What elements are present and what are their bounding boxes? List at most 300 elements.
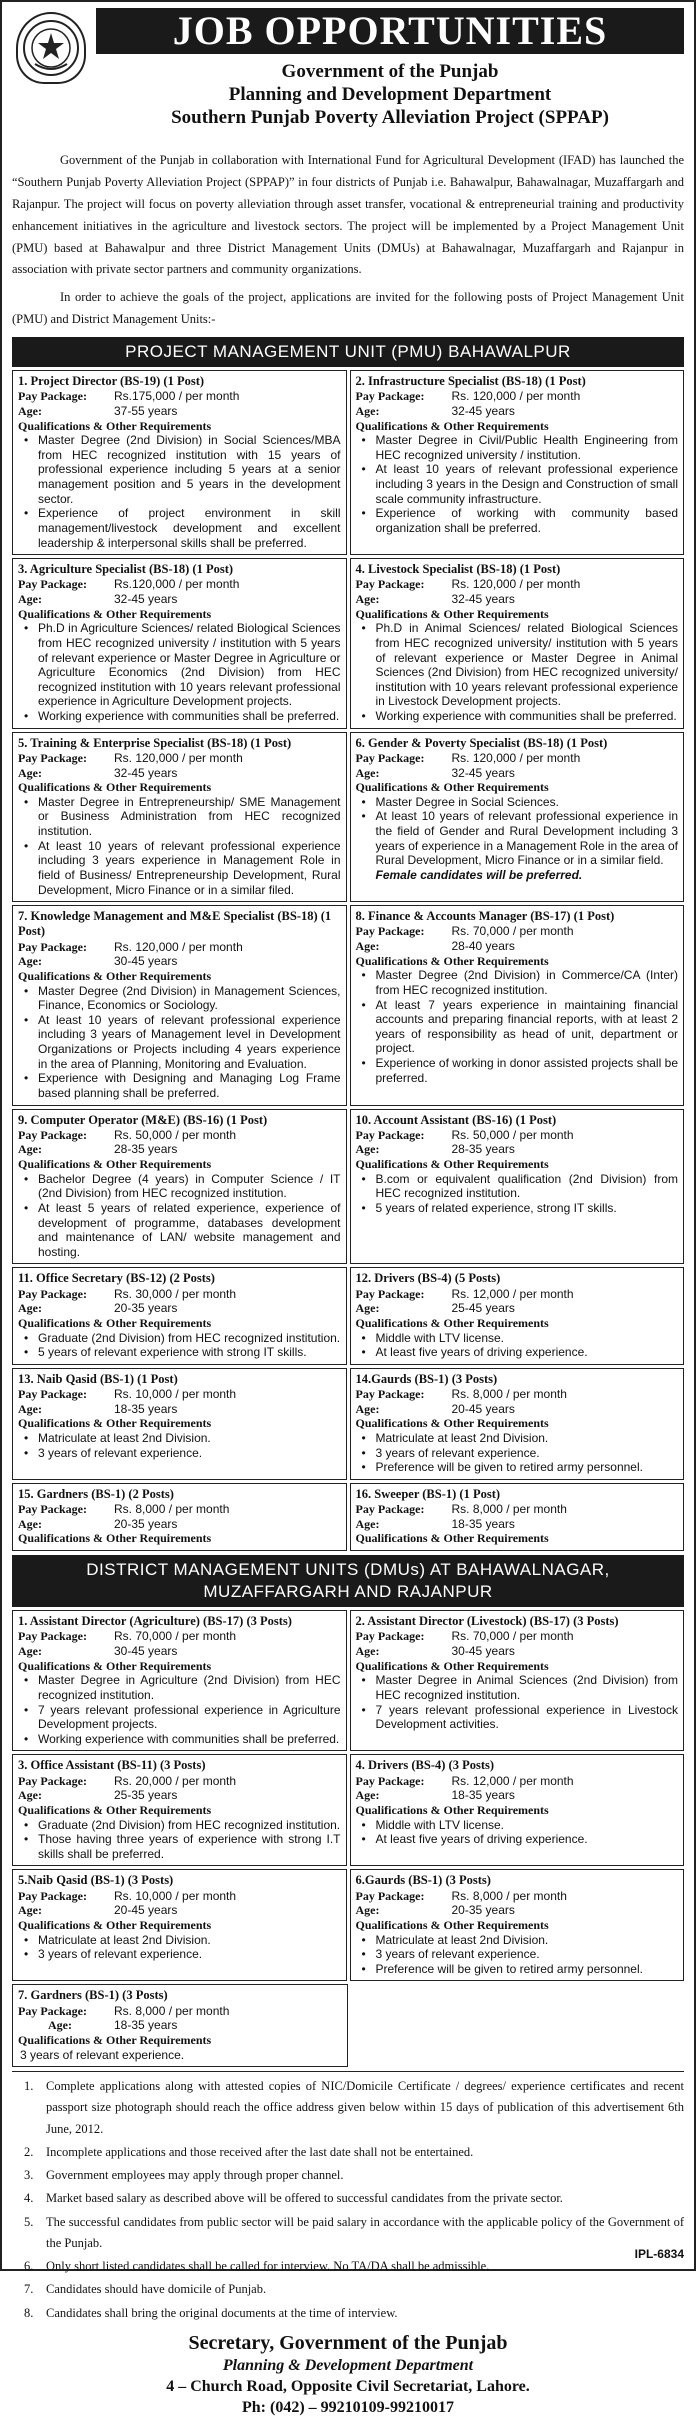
qualifications-heading: Qualifications & Other Requirements (356, 780, 679, 795)
intro (12, 150, 684, 331)
pay-value: Rs.120,000 / per month (114, 577, 239, 592)
requirements-list (356, 621, 679, 723)
requirement-item: • At least 5 years of related experience, experience of development of programme, databases development and maintenance of LAN/ website management and hosting. (18, 1201, 341, 1260)
age-value: 18-35 years (114, 1402, 177, 1417)
dmu-section-title: DISTRICT MANAGEMENT UNITS (DMUs) AT BAHAWALNAGAR, MUZAFFARGARH AND RAJANPUR (12, 1555, 684, 1607)
age-row (356, 1644, 679, 1659)
header (12, 8, 684, 148)
post-title: 11. Office Secretary (BS-12) (2 Posts) (18, 1271, 341, 1286)
post-title: 3. Agriculture Specialist (BS-18) (1 Post) (18, 562, 341, 577)
instruction-item (12, 2303, 684, 2324)
footer-phone: Ph: (042) – 99210109-99210017 (12, 2398, 684, 2418)
instruction-text: Government employees may apply through proper channel. (46, 2168, 343, 2182)
instruction-text: Candidates should have domicile of Punjab. (46, 2282, 266, 2296)
post-card (350, 1754, 685, 1866)
age-label: Age: (356, 404, 452, 419)
post-card (350, 1869, 685, 1981)
post-card (350, 1610, 685, 1751)
requirements-list (18, 433, 341, 550)
age-value: 20-45 years (452, 1402, 515, 1417)
post-card (350, 732, 685, 903)
post-title: 5.Naib Qasid (BS-1) (3 Posts) (18, 1873, 341, 1888)
age-value: 30-45 years (114, 1644, 177, 1659)
punjab-government-logo-icon (16, 12, 86, 84)
pay-row (356, 1128, 679, 1143)
pay-value: Rs. 50,000 / per month (114, 1128, 236, 1143)
age-label: Age: (356, 1301, 452, 1316)
requirement-item: • Ph.D in Agriculture Sciences/ related Biological Sciences from HEC recognized university / institution with 5 years of relevant experience or Master Degree in Agriculture or Agriculture Economics (2nd Division) from HEC recognized institution with 10 years relevant professional experience in Agriculture Development projects. (18, 621, 341, 709)
requirement-item: • Master Degree in Civil/Public Health Engineering from HEC recognized university / institution. (356, 433, 679, 462)
instructions (12, 2071, 684, 2324)
requirements-list (18, 1331, 341, 1360)
qualifications-heading: Qualifications & Other Requirements (18, 607, 341, 622)
post-card (12, 1267, 347, 1364)
pay-value: Rs. 120,000 / per month (114, 751, 243, 766)
requirements-list (356, 1431, 679, 1475)
pay-row (18, 1629, 341, 1644)
requirements-list (18, 984, 341, 1101)
qualifications-heading: Qualifications & Other Requirements (18, 1416, 341, 1431)
qualifications-heading: Qualifications & Other Requirements (18, 780, 341, 795)
pay-value: Rs. 12,000 / per month (452, 1287, 574, 1302)
age-label: Age: (356, 766, 452, 781)
age-value: 25-35 years (114, 1788, 177, 1803)
post-title: 7. Gardners (BS-1) (3 Posts) (18, 1988, 342, 2003)
qualifications-heading: Qualifications & Other Requirements (356, 1918, 679, 1933)
post-card (12, 1368, 347, 1480)
post-card (12, 558, 347, 729)
age-label: Age: (18, 1402, 114, 1417)
requirement-item: • Master Degree in Agriculture (2nd Division) from HEC recognized institution. (18, 1673, 341, 1702)
requirement-item: • At least five years of driving experience. (356, 1345, 679, 1360)
requirements-list (18, 1933, 341, 1962)
requirements-list (18, 1172, 341, 1260)
age-label: Age: (18, 1301, 114, 1316)
post-card (350, 1483, 685, 1551)
requirements-list (356, 1933, 679, 1977)
post-title: 4. Livestock Specialist (BS-18) (1 Post) (356, 562, 679, 577)
age-value: 32-45 years (452, 766, 515, 781)
qualifications-heading: Qualifications & Other Requirements (356, 419, 679, 434)
pay-label: Pay Package: (18, 1128, 114, 1143)
post-title: 1. Project Director (BS-19) (1 Post) (18, 374, 341, 389)
pay-row (18, 1128, 341, 1143)
pay-label: Pay Package: (18, 1502, 114, 1517)
requirement-item: • 5 years of related experience, strong IT skills. (356, 1201, 679, 1216)
pay-value: Rs. 8,000 / per month (114, 1502, 229, 1517)
age-label: Age: (18, 954, 114, 969)
instruction-text: The successful candidates from public sector will be paid salary in accordance with the applicable policy of the Government of the Punjab. (46, 2215, 684, 2250)
age-value: 32-45 years (452, 592, 515, 607)
pay-label: Pay Package: (18, 1629, 114, 1644)
instruction-item (12, 2279, 684, 2300)
age-row (18, 1788, 341, 1803)
pay-label: Pay Package: (18, 577, 114, 592)
instruction-item (12, 2212, 684, 2255)
pay-value: Rs. 120,000 / per month (452, 751, 581, 766)
instruction-text: Only short listed candidates shall be called for interview. No TA/DA shall be admissible. (46, 2259, 489, 2273)
pay-label: Pay Package: (356, 577, 452, 592)
pay-label: Pay Package: (356, 1889, 452, 1904)
instruction-number: 1. (24, 2076, 33, 2097)
pay-row (18, 1387, 341, 1402)
qualifications-heading: Qualifications & Other Requirements (18, 1803, 341, 1818)
pay-value: Rs. 8,000 / per month (452, 1387, 567, 1402)
requirement-item: • Working experience with communities shall be preferred. (356, 709, 679, 724)
pay-value: Rs. 8,000 / per month (452, 1502, 567, 1517)
age-label: Age: (18, 1644, 114, 1659)
age-row (356, 1788, 679, 1803)
requirement-item: • At least 10 years of relevant professional experience including 3 years experience in Management Role in field of Business/ Entrepreneurship Development, Rural Development, Micro Finance or in a similar filed. (18, 839, 341, 898)
pay-row (356, 1774, 679, 1789)
requirement-item: • Ph.D in Animal Sciences/ related Biological Sciences from HEC recognized university/ institution with 5 years of relevant experience or Master Degree in Animal Sciences (2nd Division) from HEC recognized university/ institution with 10 years relevant professional experience in Livestock Development projects. (356, 621, 679, 709)
age-value: 32-45 years (452, 404, 515, 419)
age-row (356, 1517, 679, 1532)
pay-row (356, 751, 679, 766)
pay-label: Pay Package: (18, 1287, 114, 1302)
age-value: 20-35 years (452, 1903, 515, 1918)
instructions-list (12, 2076, 684, 2324)
age-value: 32-45 years (114, 592, 177, 607)
requirement-item: • Master Degree in Entrepreneurship/ SME Management or Business Administration from HEC recognized institution. (18, 795, 341, 839)
age-row (18, 1644, 341, 1659)
post-title: 10. Account Assistant (BS-16) (1 Post) (356, 1113, 679, 1128)
pay-row (18, 1502, 341, 1517)
requirement-item: • 7 years relevant professional experience in Livestock Development activities. (356, 1703, 679, 1732)
pay-row (18, 389, 341, 404)
age-value: 25-45 years (452, 1301, 515, 1316)
age-label: Age: (18, 592, 114, 607)
instruction-number: 7. (24, 2279, 33, 2300)
pay-label: Pay Package: (356, 751, 452, 766)
post-title: 5. Training & Enterprise Specialist (BS-18) (1 Post) (18, 736, 341, 751)
qualifications-heading: Qualifications & Other Requirements (18, 2033, 342, 2048)
pay-label: Pay Package: (356, 1502, 452, 1517)
qualifications-heading: Qualifications & Other Requirements (356, 1659, 679, 1674)
pay-row (356, 924, 679, 939)
pay-label: Pay Package: (356, 1629, 452, 1644)
age-label: Age: (356, 1788, 452, 1803)
pay-value: Rs. 120,000 / per month (452, 389, 581, 404)
age-value: 28-35 years (452, 1142, 515, 1157)
post-title: 4. Drivers (BS-4) (3 Posts) (356, 1758, 679, 1773)
requirements-list (356, 433, 679, 535)
page-title: JOB OPPORTUNITIES (96, 8, 684, 54)
instruction-number: 6. (24, 2256, 33, 2277)
pay-row (18, 1889, 341, 1904)
instruction-item (12, 2165, 684, 2186)
age-value: 28-35 years (114, 1142, 177, 1157)
age-label: Age: (18, 766, 114, 781)
pay-label: Pay Package: (18, 751, 114, 766)
requirements-list (356, 1331, 679, 1360)
preference-note: Female candidates will be preferred. (356, 868, 679, 883)
qualifications-heading: Qualifications & Other Requirements (356, 1531, 679, 1546)
post-title: 7. Knowledge Management and M&E Specialist (BS-18) (1 Post) (18, 909, 341, 940)
requirement-item: • Master Degree (2nd Division) in Social Sciences/MBA from HEC recognized institution with 15 years of professional experience including 5 years at a senior management position and 5 years in the development sector. (18, 433, 341, 506)
requirement-item: • Those having three years of experience with strong I.T skills shall be preferred. (18, 1832, 341, 1861)
post-card (12, 1610, 347, 1751)
post-card (350, 1109, 685, 1265)
age-label: Age: (18, 1517, 114, 1532)
pay-row (18, 1774, 341, 1789)
requirement-item: • Matriculate at least 2nd Division. (356, 1431, 679, 1446)
requirement-item: • Working experience with communities shall be preferred. (18, 1732, 341, 1747)
age-row (356, 1903, 679, 1918)
post-title: 2. Infrastructure Specialist (BS-18) (1 Post) (356, 374, 679, 389)
pay-row (18, 577, 341, 592)
instruction-number: 3. (24, 2165, 33, 2186)
age-label: Age: (356, 592, 452, 607)
pay-label: Pay Package: (18, 1774, 114, 1789)
footer-department: Planning & Development Department (12, 2356, 684, 2377)
instruction-text: Incomplete applications and those received after the last date shall not be entertained. (46, 2145, 473, 2159)
requirement-item: • Matriculate at least 2nd Division. (18, 1431, 341, 1446)
requirement-item: • At least 10 years of relevant professional experience in the field of Gender and Rural Development including 3 years of experience in a Management Role in the area of Rural Development, Micro Finance or in a similar field. (356, 809, 679, 868)
pay-row (356, 1502, 679, 1517)
post-title: 12. Drivers (BS-4) (5 Posts) (356, 1271, 679, 1286)
requirements-list (356, 1673, 679, 1732)
pay-row (356, 1287, 679, 1302)
age-value: 18-35 years (452, 1788, 515, 1803)
pay-label: Pay Package: (356, 1774, 452, 1789)
pay-row (356, 1889, 679, 1904)
instruction-item (12, 2188, 684, 2209)
age-label: Age: (18, 1142, 114, 1157)
requirement-item: • Experience of working in donor assisted projects shall be preferred. (356, 1056, 679, 1085)
requirement-item: • Master Degree (2nd Division) in Management Sciences, Finance, Economics or Sociology. (18, 984, 341, 1013)
qualifications-heading: Qualifications & Other Requirements (18, 1918, 341, 1933)
pay-row (18, 1287, 341, 1302)
qualifications-heading: Qualifications & Other Requirements (18, 1659, 341, 1674)
instruction-item (12, 2076, 684, 2140)
age-label: Age: (18, 2018, 114, 2033)
post-card (12, 1109, 347, 1265)
requirement-item: • Master Degree in Animal Sciences (2nd Division) from HEC recognized institution. (356, 1673, 679, 1702)
pay-value: Rs. 12,000 / per month (452, 1774, 574, 1789)
pay-value: Rs.175,000 / per month (114, 389, 239, 404)
qualifications-heading: Qualifications & Other Requirements (356, 954, 679, 969)
age-value: 28-40 years (452, 939, 515, 954)
post-title: 6. Gender & Poverty Specialist (BS-18) (1 Post) (356, 736, 679, 751)
instruction-text: Market based salary as described above will be offered to successful candidates from the private sector. (46, 2191, 563, 2205)
intro-paragraph-1: Government of the Punjab in collaboration with International Fund for Agricultural Development (IFAD) has launched the “Southern Punjab Poverty Alleviation Project (SPPAP)” in four districts of Punjab i.e. Bahawalpur, Bahawalnagar, Muzaffargarh and Rajanpur. The project will focus on poverty alleviation through asset transfer, vocational & entrepreneurial training and productivity enhancement initiatives in the agriculture and livestock sectors. The project will be implemented by a Project Management Unit (PMU) based at Bahawalpur and three District Management Units (DMUs) at Bahawalnagar, Muzaffargarh and Rajanpur in association with private sector partners and community organizations. (12, 150, 684, 281)
age-row (356, 404, 679, 419)
org-line-department: Planning and Development Department (96, 83, 684, 106)
qualifications-heading: Qualifications & Other Requirements (18, 1316, 341, 1331)
qualifications-heading: Qualifications & Other Requirements (18, 419, 341, 434)
age-row (356, 1402, 679, 1417)
requirement-item: • Matriculate at least 2nd Division. (356, 1933, 679, 1948)
pay-value: Rs. 8,000 / per month (114, 2004, 229, 2019)
age-value: 37-55 years (114, 404, 177, 419)
pay-value: Rs. 10,000 / per month (114, 1387, 236, 1402)
instruction-text: Candidates shall bring the original documents at the time of interview. (46, 2306, 398, 2320)
requirement-item: • Bachelor Degree (4 years) in Computer Science / IT (2nd Division) from HEC recognized institution. (18, 1172, 341, 1201)
requirement-item: • Graduate (2nd Division) from HEC recognized institution. (18, 1331, 341, 1346)
age-row (356, 1142, 679, 1157)
post-card (350, 1267, 685, 1364)
requirement-item: • Preference will be given to retired army personnel. (356, 1460, 679, 1475)
requirement-item: • At least 10 years of relevant professional experience including 3 years in the Design and Construction of small scale community infrastructure. (356, 462, 679, 506)
qualifications-heading: Qualifications & Other Requirements (356, 1157, 679, 1172)
age-row (18, 1402, 341, 1417)
age-row (18, 954, 341, 969)
pay-label: Pay Package: (18, 1387, 114, 1402)
requirements-list (18, 795, 341, 897)
post-card (12, 732, 347, 903)
age-label: Age: (18, 1788, 114, 1803)
qualifications-heading: Qualifications & Other Requirements (356, 1803, 679, 1818)
requirement-item: • At least 10 years of relevant professional experience including 3 years of Management level in Development Organizations or Projects including 4 years experience in the area of Planning, Monitoring and Evaluation. (18, 1013, 341, 1072)
qualifications-heading: Qualifications & Other Requirements (18, 1531, 341, 1546)
requirement-item: • 3 years of relevant experience. (356, 1446, 679, 1461)
requirement-item: • 5 years of relevant experience with strong IT skills. (18, 1345, 341, 1360)
pay-value: Rs. 20,000 / per month (114, 1774, 236, 1789)
age-value: 18-35 years (452, 1517, 515, 1532)
age-row (18, 1142, 341, 1157)
reference-number: IPL-6834 (635, 2247, 684, 2263)
age-row (18, 1517, 341, 1532)
requirement-item: • 7 years relevant professional experience in Agriculture Development projects. (18, 1703, 341, 1732)
instruction-item (12, 2142, 684, 2163)
pay-label: Pay Package: (356, 389, 452, 404)
requirement-item: • B.com or equivalent qualification (2nd Division) from HEC recognized institution. (356, 1172, 679, 1201)
requirement-item: • Experience with Designing and Managing Log Frame based planning shall be preferred. (18, 1071, 341, 1100)
pay-row (18, 940, 341, 955)
qualifications-heading: Qualifications & Other Requirements (18, 1157, 341, 1172)
age-value: 18-35 years (114, 2018, 177, 2033)
pay-value: Rs. 8,000 / per month (452, 1889, 567, 1904)
pay-value: Rs. 70,000 / per month (114, 1629, 236, 1644)
footer-address: 4 – Church Road, Opposite Civil Secretariat, Lahore. (12, 2377, 684, 2398)
age-row (356, 766, 679, 781)
requirement-text: 3 years of relevant experience. (18, 2048, 342, 2063)
instruction-text: Complete applications along with attested copies of NIC/Domicile Certificate / degrees/ experience certificates and recent passport size photograph should reach the office address given below within 15 days of publication of this advertisement 6th June, 2012. (46, 2079, 684, 2136)
age-label: Age: (356, 1402, 452, 1417)
pay-value: Rs. 10,000 / per month (114, 1889, 236, 1904)
age-label: Age: (18, 404, 114, 419)
pay-label: Pay Package: (18, 2004, 114, 2019)
age-label: Age: (18, 1903, 114, 1918)
age-label: Age: (356, 1142, 452, 1157)
requirement-item: • Master Degree in Social Sciences. (356, 795, 679, 810)
post-title: 16. Sweeper (BS-1) (1 Post) (356, 1487, 679, 1502)
requirement-item: • Experience of working with community based organization shall be preferred. (356, 506, 679, 535)
org-line-project: Southern Punjab Poverty Alleviation Project (SPPAP) (96, 106, 684, 129)
post-card (350, 370, 685, 555)
age-row (356, 1301, 679, 1316)
age-row (18, 1903, 341, 1918)
pay-label: Pay Package: (18, 1889, 114, 1904)
requirement-item: • Experience of project environment in skill management/livestock development and excellent leadership & interpersonal skills shall be preferred. (18, 506, 341, 550)
pay-value: Rs. 30,000 / per month (114, 1287, 236, 1302)
pay-value: Rs. 120,000 / per month (114, 940, 243, 955)
post-title: 6.Gaurds (BS-1) (3 Posts) (356, 1873, 679, 1888)
instruction-number: 2. (24, 2142, 33, 2163)
age-label: Age: (356, 939, 452, 954)
qualifications-heading: Qualifications & Other Requirements (356, 1316, 679, 1331)
pay-label: Pay Package: (356, 1387, 452, 1402)
pay-value: Rs. 50,000 / per month (452, 1128, 574, 1143)
post-title: 1. Assistant Director (Agriculture) (BS-17) (3 Posts) (18, 1614, 341, 1629)
instruction-number: 8. (24, 2303, 33, 2324)
age-row (18, 404, 341, 419)
pay-label: Pay Package: (356, 1287, 452, 1302)
requirement-item: • At least 7 years experience in maintaining financial accounts and preparing financial reports, with at least 2 years of responsibility as head of unit, department or project. (356, 998, 679, 1057)
post-title: 14.Gaurds (BS-1) (3 Posts) (356, 1372, 679, 1387)
org-line-government: Government of the Punjab (96, 60, 684, 83)
age-value: 30-45 years (452, 1644, 515, 1659)
requirements-list (18, 1818, 341, 1862)
pay-row (356, 1387, 679, 1402)
requirements-list (18, 1673, 341, 1746)
organization-block (96, 60, 684, 129)
age-value: 20-45 years (114, 1903, 177, 1918)
instruction-number: 5. (24, 2212, 33, 2233)
age-value: 30-45 years (114, 954, 177, 969)
instruction-number: 4. (24, 2188, 33, 2209)
requirement-item: • 3 years of relevant experience. (18, 1446, 341, 1461)
dmu-posts-grid (12, 1610, 684, 1981)
requirements-list (356, 968, 679, 1085)
qualifications-heading: Qualifications & Other Requirements (356, 1416, 679, 1431)
age-row (356, 592, 679, 607)
pmu-section-title: PROJECT MANAGEMENT UNIT (PMU) BAHAWALPUR (12, 337, 684, 367)
post-title: 2. Assistant Director (Livestock) (BS-17) (3 Posts) (356, 1614, 679, 1629)
pay-value: Rs. 70,000 / per month (452, 1629, 574, 1644)
requirement-item: • Middle with LTV license. (356, 1818, 679, 1833)
requirements-list (18, 1431, 341, 1460)
age-label: Age: (356, 1644, 452, 1659)
age-value: 32-45 years (114, 766, 177, 781)
requirement-item: • Master Degree (2nd Division) in Commerce/CA (Inter) from HEC recognized institution. (356, 968, 679, 997)
intro-paragraph-2: In order to achieve the goals of the project, applications are invited for the following posts of Project Management Unit (PMU) and District Management Units:- (12, 287, 684, 331)
qualifications-heading: Qualifications & Other Requirements (356, 607, 679, 622)
pay-row (356, 577, 679, 592)
requirements-list (18, 621, 341, 723)
age-row (18, 766, 341, 781)
pay-value: Rs. 120,000 / per month (452, 577, 581, 592)
pay-row (356, 1629, 679, 1644)
pay-row (356, 389, 679, 404)
post-card (12, 1869, 347, 1981)
age-row (18, 592, 341, 607)
requirements-list (356, 1172, 679, 1216)
post-card (350, 905, 685, 1105)
age-row (18, 1301, 341, 1316)
post-title: 8. Finance & Accounts Manager (BS-17) (1 Post) (356, 909, 679, 924)
pmu-posts-grid (12, 370, 684, 1551)
post-card (12, 905, 347, 1105)
requirements-list (356, 795, 679, 868)
requirement-item: • Matriculate at least 2nd Division. (18, 1933, 341, 1948)
pay-row (18, 751, 341, 766)
post-card (350, 1368, 685, 1480)
footer-secretary: Secretary, Government of the Punjab (12, 2330, 684, 2356)
post-title: 3. Office Assistant (BS-11) (3 Posts) (18, 1758, 341, 1773)
instruction-item (12, 2256, 684, 2277)
age-value: 20-35 years (114, 1301, 177, 1316)
post-title: 13. Naib Qasid (BS-1) (1 Post) (18, 1372, 341, 1387)
requirement-item: • Middle with LTV license. (356, 1331, 679, 1346)
footer (12, 2330, 684, 2418)
post-card-dmu-gardners (12, 1984, 348, 2067)
pay-label: Pay Package: (18, 940, 114, 955)
requirements-list (356, 1818, 679, 1847)
pay-label: Pay Package: (18, 389, 114, 404)
pay-label: Pay Package: (356, 1128, 452, 1143)
